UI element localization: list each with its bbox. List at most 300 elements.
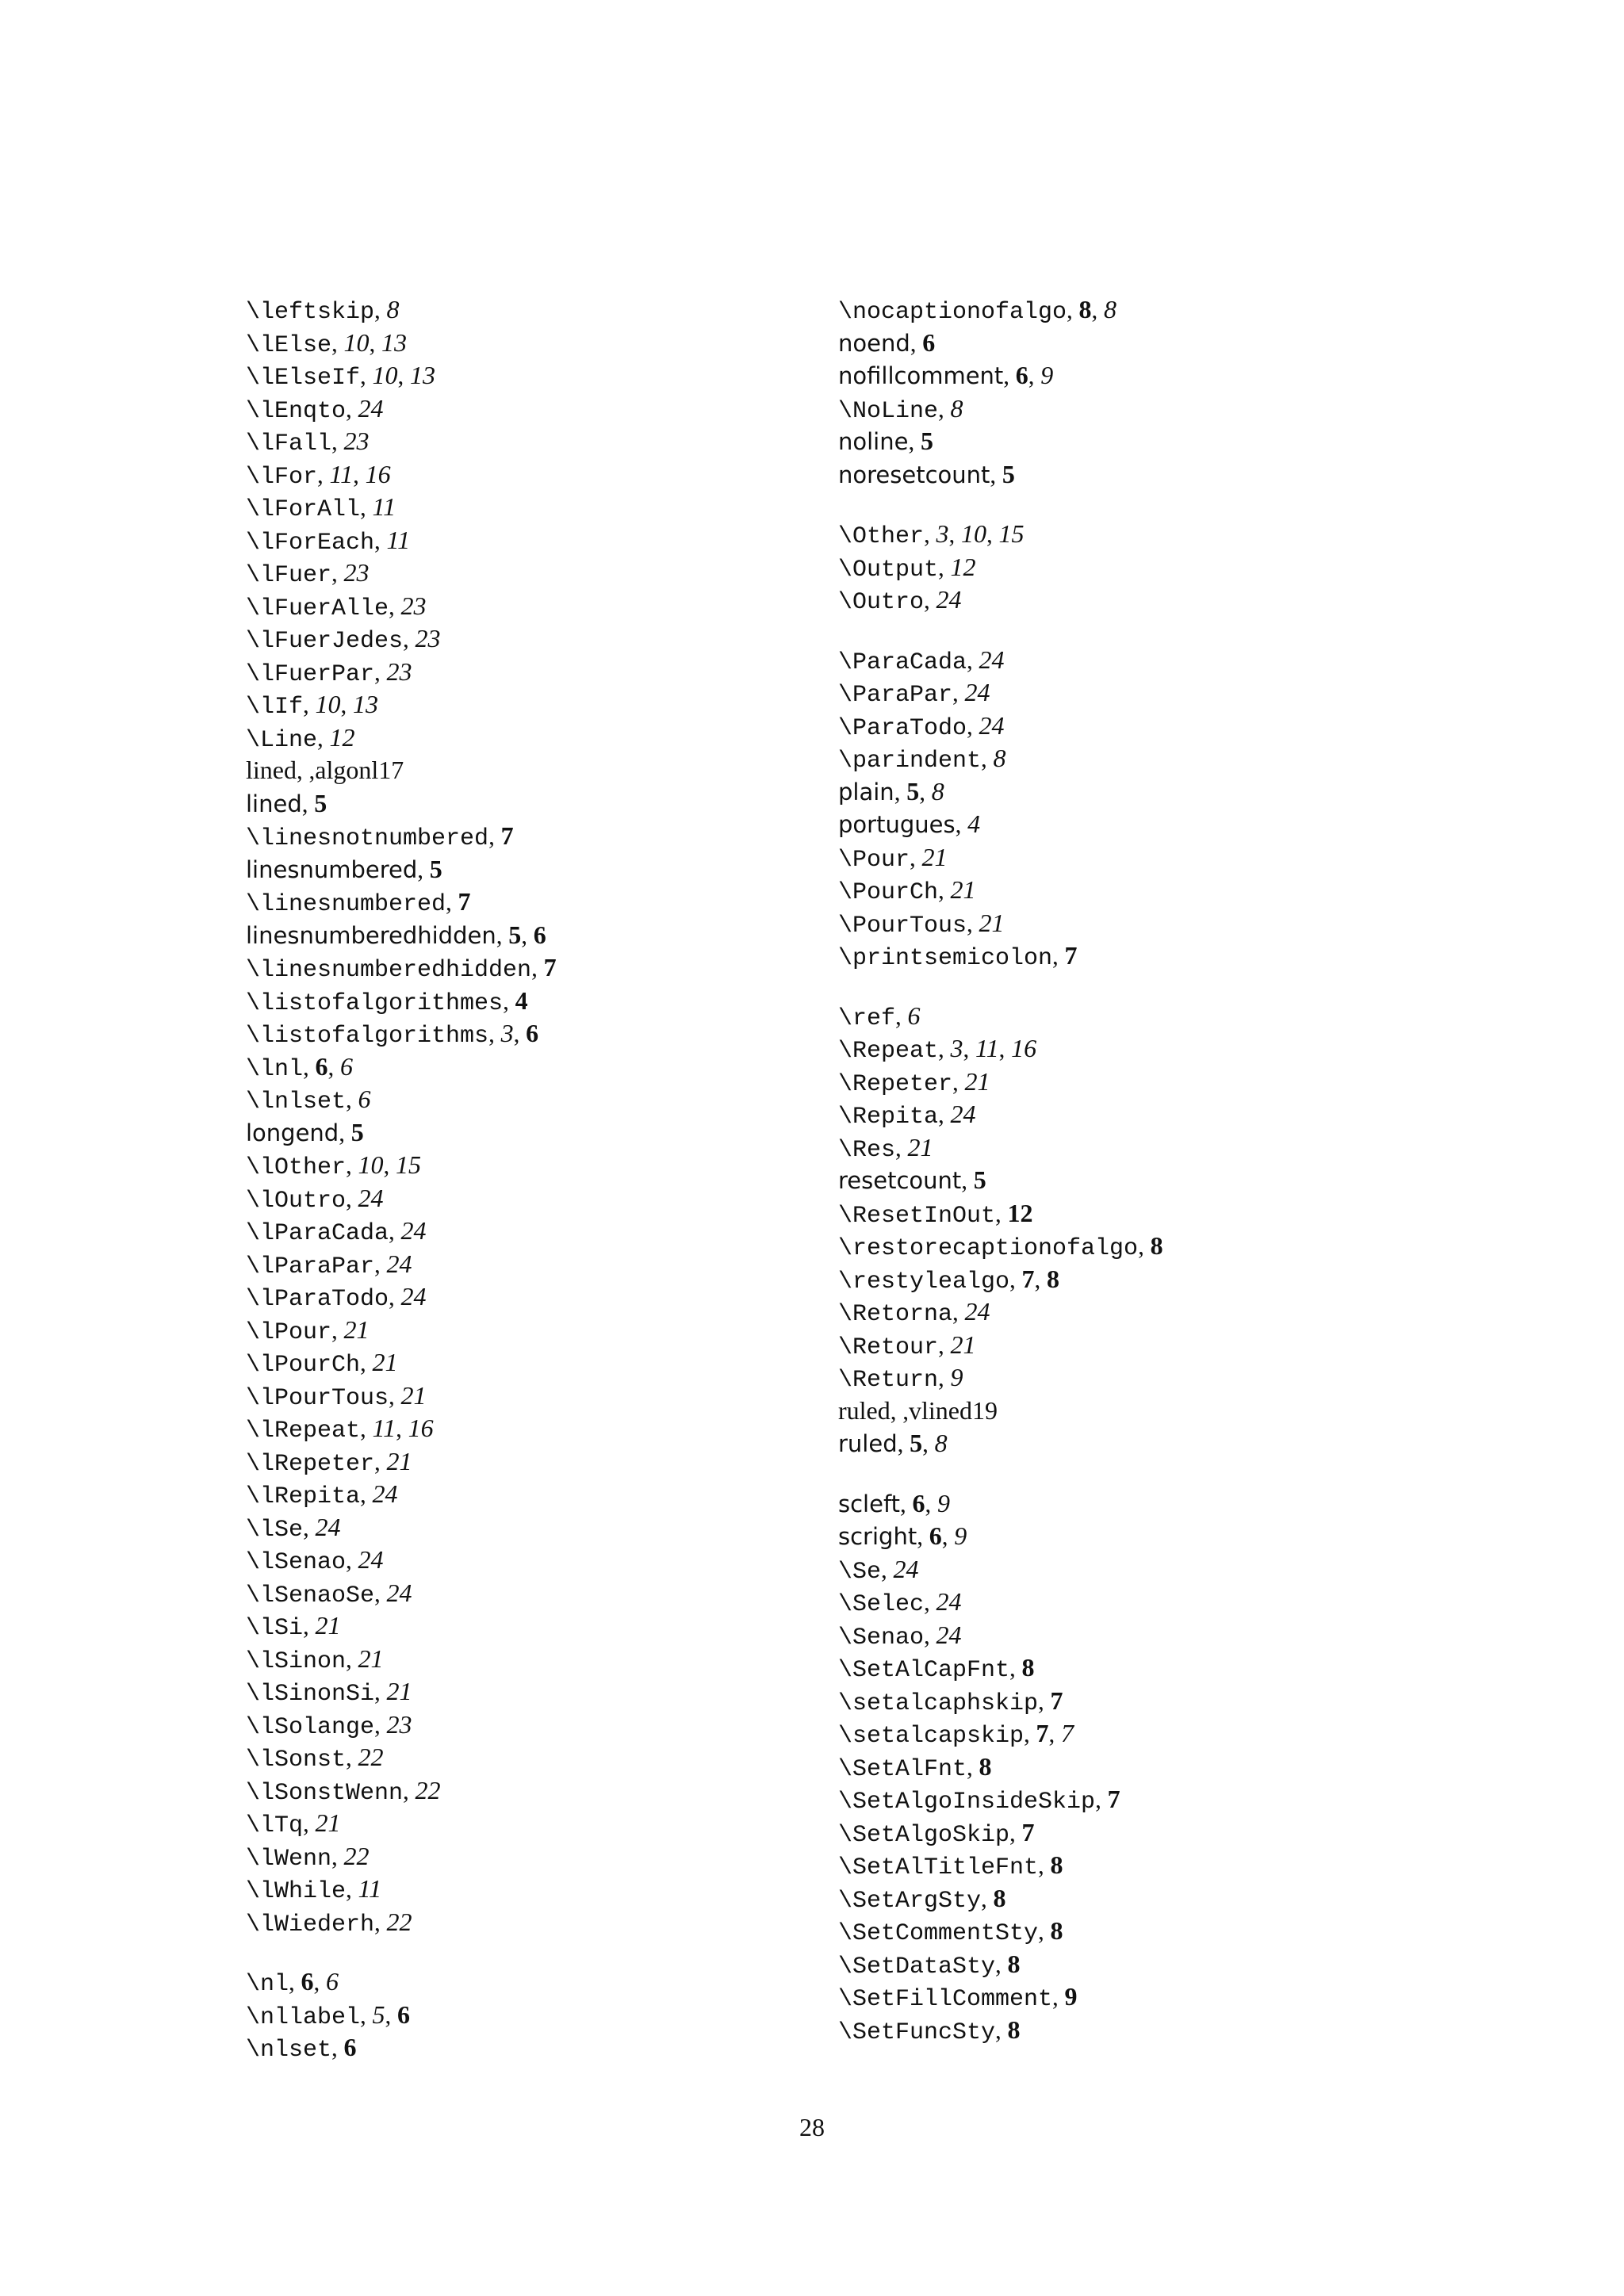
page-ref: 16 bbox=[1011, 1034, 1037, 1062]
page-ref: 8 bbox=[931, 776, 944, 806]
page-ref: 24 bbox=[936, 585, 962, 614]
index-entry: plain, 5, 8 bbox=[838, 776, 944, 806]
index-group-gap bbox=[838, 491, 1441, 518]
index-entry: linesnumbered, 5 bbox=[246, 854, 442, 883]
index-term: lined bbox=[246, 790, 302, 817]
index-term: \Other bbox=[838, 523, 925, 550]
index-term: \lRepeat bbox=[246, 1418, 361, 1445]
index-term: \printsemicolon bbox=[838, 945, 1053, 972]
page-ref: 15 bbox=[998, 519, 1025, 548]
index-entry: \SetAlTitleFnt, 8 bbox=[838, 1850, 1063, 1881]
page-ref: 9 bbox=[937, 1488, 951, 1517]
index-term: \lElse bbox=[246, 331, 332, 359]
page-ref: 5 bbox=[910, 1429, 923, 1457]
index-term: \lParaTodo bbox=[246, 1286, 389, 1313]
index-entry: \lWiederh, 22 bbox=[246, 1907, 412, 1938]
index-column-left bbox=[246, 293, 848, 2064]
index-term: \setalcaphskip bbox=[838, 1689, 1039, 1717]
index-entry: longend, 5 bbox=[246, 1117, 364, 1146]
index-entry: \lTq, 21 bbox=[246, 1808, 341, 1839]
index-entry: \PourTous, 21 bbox=[838, 908, 1005, 939]
index-entry: \lFor, 11, 16 bbox=[246, 459, 391, 491]
index-entry: \SetFuncSty, 8 bbox=[838, 2015, 1021, 2046]
page-ref: 22 bbox=[343, 1841, 370, 1870]
index-entry: \Res, 21 bbox=[838, 1132, 933, 1164]
index-column-right bbox=[838, 293, 1441, 2046]
page-ref: 24 bbox=[386, 1578, 412, 1607]
index-entry: \SetAlgoInsideSkip, 7 bbox=[838, 1785, 1120, 1816]
index-term: \lSinon bbox=[246, 1647, 347, 1675]
page-ref: 8 bbox=[1104, 295, 1117, 323]
index-term: \leftskip bbox=[246, 299, 375, 326]
index-entry: \lSenaoSe, 24 bbox=[246, 1578, 412, 1609]
page-ref: 7 bbox=[458, 887, 471, 916]
page-ref: 8 bbox=[386, 295, 400, 323]
index-entry: \Output, 12 bbox=[838, 552, 976, 584]
index-term: \lForEach bbox=[246, 529, 375, 557]
index-entry: \Return, 9 bbox=[838, 1363, 963, 1394]
index-entry: \lSenao, 24 bbox=[246, 1545, 384, 1576]
index-entry: \ParaCada, 24 bbox=[838, 645, 1005, 676]
index-term: noresetcount bbox=[838, 461, 990, 488]
index-entry: \linesnumberedhidden, 7 bbox=[246, 953, 557, 984]
page-ref: 21 bbox=[964, 1066, 990, 1096]
index-entry: resetcount, 5 bbox=[838, 1165, 986, 1194]
page-ref: 6 bbox=[907, 1001, 921, 1030]
page-ref: algonl17 bbox=[315, 756, 404, 784]
index-entry: \setalcaphskip, 7 bbox=[838, 1686, 1063, 1717]
page-ref: 8 bbox=[934, 1429, 948, 1457]
index-term: \lSolange bbox=[246, 1713, 375, 1741]
index-entry: \nllabel, 5, 6 bbox=[246, 1999, 411, 2031]
index-term: \nl bbox=[246, 1971, 289, 1998]
index-entry: \printsemicolon, 7 bbox=[838, 941, 1078, 972]
index-entry: \nlset, 6 bbox=[246, 2033, 357, 2064]
index-entry: \Repeter, 21 bbox=[838, 1066, 990, 1098]
index-entry: \linesnotnumbered, 7 bbox=[246, 821, 514, 852]
page-ref: 8 bbox=[993, 744, 1006, 772]
page-ref: 5 bbox=[906, 776, 920, 806]
index-entry: noresetcount, 5 bbox=[838, 459, 1015, 488]
index-term: \SetArgSty bbox=[838, 1887, 982, 1915]
index-term: \setalcapskip bbox=[838, 1723, 1025, 1750]
page-ref: 24 bbox=[358, 1545, 384, 1574]
page-ref: 10 bbox=[372, 361, 398, 389]
page-ref: 4 bbox=[515, 985, 528, 1015]
page-ref: 7 bbox=[1061, 1719, 1074, 1747]
index-entry: \restorecaptionofalgo, 8 bbox=[838, 1231, 1163, 1262]
index-term: \nllabel bbox=[246, 2003, 361, 2031]
page-number: 28 bbox=[799, 2113, 825, 2141]
index-term: \nocaptionofalgo bbox=[838, 299, 1067, 326]
page-ref: 6 bbox=[922, 327, 936, 357]
index-term: \PourCh bbox=[838, 879, 939, 906]
page-ref: 21 bbox=[315, 1611, 341, 1640]
page-ref: 21 bbox=[343, 1314, 370, 1344]
page-ref: 21 bbox=[315, 1808, 341, 1837]
index-group-gap bbox=[838, 1460, 1441, 1487]
index-entry: ruled, ,vlined19 bbox=[838, 1395, 998, 1425]
page-ref: 8 bbox=[1007, 2015, 1021, 2044]
index-entry: \Repeat, 3, 11, 16 bbox=[838, 1034, 1037, 1065]
page-ref: 24 bbox=[979, 710, 1005, 740]
index-entry: \Outro, 24 bbox=[838, 585, 962, 616]
page-ref: 22 bbox=[386, 1907, 412, 1936]
index-term: \PourTous bbox=[838, 912, 967, 939]
index-entry: \lIf, 10, 13 bbox=[246, 690, 379, 721]
page-ref: 21 bbox=[950, 1330, 976, 1359]
index-entry: \lSonstWenn, 22 bbox=[246, 1775, 441, 1807]
page-ref: 23 bbox=[343, 427, 370, 455]
index-term: \lPourCh bbox=[246, 1352, 361, 1379]
page-ref: 5 bbox=[508, 920, 522, 949]
index-term: \Return bbox=[838, 1367, 939, 1394]
page-ref: 24 bbox=[386, 1249, 412, 1278]
page-ref: 8 bbox=[979, 1751, 992, 1781]
index-entry: \listofalgorithmes, 4 bbox=[246, 985, 528, 1017]
index-entry: \SetAlFnt, 8 bbox=[838, 1751, 992, 1783]
page-ref: 5 bbox=[1002, 459, 1015, 488]
page-ref: 21 bbox=[979, 908, 1005, 937]
page-ref: 6 bbox=[326, 1967, 339, 1996]
index-term: \Repeter bbox=[838, 1070, 953, 1098]
index-entry: \lPourCh, 21 bbox=[246, 1348, 398, 1379]
index-term: \Line bbox=[246, 726, 318, 754]
page-ref: 21 bbox=[921, 842, 948, 871]
index-term: \lOutro bbox=[246, 1187, 347, 1215]
index-term: \lWhile bbox=[246, 1878, 347, 1905]
index-term: \lParaPar bbox=[246, 1253, 375, 1280]
index-entry: \lFall, 23 bbox=[246, 427, 370, 457]
index-term: plain bbox=[838, 778, 894, 806]
index-term: \ParaTodo bbox=[838, 714, 967, 742]
page-ref: 6 bbox=[912, 1488, 925, 1517]
page-ref: 24 bbox=[964, 678, 990, 706]
page-ref: 10 bbox=[961, 519, 987, 548]
page-ref: vlined19 bbox=[909, 1395, 998, 1425]
index-term: \lWenn bbox=[246, 1845, 332, 1873]
index-term: \SetAlTitleFnt bbox=[838, 1854, 1039, 1881]
page-ref: 6 bbox=[1015, 361, 1028, 389]
page-ref: 7 bbox=[1050, 1686, 1063, 1715]
page-ref: 7 bbox=[1036, 1719, 1049, 1747]
index-entry: scright, 6, 9 bbox=[838, 1521, 967, 1550]
page-ref: 9 bbox=[1064, 1982, 1078, 2011]
page-ref: 12 bbox=[950, 552, 976, 581]
page-ref: 7 bbox=[1107, 1785, 1120, 1813]
page-ref: 22 bbox=[415, 1775, 441, 1804]
index-term: \lForAll bbox=[246, 496, 361, 523]
index-term: \lPour bbox=[246, 1318, 332, 1346]
index-term: \lnlset bbox=[246, 1089, 347, 1115]
index-term: \lSonst bbox=[246, 1747, 347, 1774]
page-ref: 24 bbox=[936, 1587, 962, 1616]
page-ref: 9 bbox=[1040, 361, 1054, 389]
index-entry: \ParaPar, 24 bbox=[838, 678, 990, 709]
page-ref: 5 bbox=[973, 1165, 986, 1194]
index-term: \parindent bbox=[838, 748, 982, 775]
index-entry: scleft, 6, 9 bbox=[838, 1488, 951, 1517]
page-ref: 6 bbox=[929, 1521, 942, 1550]
page-ref: 16 bbox=[408, 1414, 434, 1442]
page-ref: 3 bbox=[936, 519, 949, 548]
page-ref: 24 bbox=[400, 1216, 427, 1245]
index-entry: \PourCh, 21 bbox=[838, 875, 976, 906]
index-term: \lOther bbox=[246, 1154, 347, 1181]
page-ref: 8 bbox=[1007, 1949, 1021, 1978]
page-ref: 4 bbox=[967, 809, 981, 838]
page-ref: 13 bbox=[410, 361, 436, 389]
index-term: noline bbox=[838, 428, 909, 455]
page-ref: 3 bbox=[500, 1019, 514, 1047]
index-entry: \Pour, 21 bbox=[838, 842, 948, 874]
page-ref: 12 bbox=[329, 722, 355, 752]
page-ref: 8 bbox=[1021, 1653, 1035, 1682]
index-entry: lined, 5 bbox=[246, 788, 327, 817]
index-entry: \lnl, 6, 6 bbox=[246, 1051, 354, 1083]
page-ref: 3 bbox=[950, 1034, 963, 1062]
index-entry: \lSi, 21 bbox=[246, 1611, 341, 1642]
page-ref: 15 bbox=[396, 1150, 422, 1179]
index-term: \lSenao bbox=[246, 1549, 347, 1576]
index-entry: \lFuerJedes, 23 bbox=[246, 624, 441, 655]
index-entry: linesnumberedhidden, 5, 6 bbox=[246, 920, 546, 949]
index-term: \lFor bbox=[246, 463, 318, 491]
page-ref: 6 bbox=[315, 1051, 328, 1081]
page-ref: 8 bbox=[993, 1883, 1006, 1912]
page-ref: 24 bbox=[372, 1479, 398, 1508]
index-term: \Se bbox=[838, 1558, 882, 1586]
index-term: \SetDataSty bbox=[838, 1953, 996, 1980]
page-ref: 24 bbox=[964, 1297, 990, 1326]
index-term: \lRepeter bbox=[246, 1450, 375, 1478]
index-term: lined bbox=[246, 756, 297, 784]
index-entry: \SetDataSty, 8 bbox=[838, 1949, 1021, 1980]
index-entry: \lEnqto, 24 bbox=[246, 393, 384, 425]
index-term: \SetAlgoSkip bbox=[838, 1821, 1010, 1849]
index-term: \lFuer bbox=[246, 562, 332, 589]
index-term: \lParaCada bbox=[246, 1220, 389, 1247]
index-term: \SetFuncSty bbox=[838, 2019, 996, 2046]
index-entry: noline, 5 bbox=[838, 427, 933, 455]
page-ref: 24 bbox=[400, 1282, 427, 1311]
index-entry: noend, 6 bbox=[838, 327, 936, 357]
index-entry: \Se, 24 bbox=[838, 1554, 919, 1586]
page-ref: 11 bbox=[975, 1034, 999, 1062]
page-ref: 6 bbox=[301, 1967, 314, 1996]
index-term: \lEnqto bbox=[246, 397, 347, 425]
page-ref: 11 bbox=[329, 459, 354, 488]
page-ref: 21 bbox=[372, 1348, 398, 1376]
index-entry: \lSe, 24 bbox=[246, 1512, 341, 1544]
index-entry: \lForAll, 11 bbox=[246, 492, 396, 523]
page-ref: 22 bbox=[358, 1743, 384, 1771]
index-term: linesnumberedhidden bbox=[246, 921, 496, 949]
index-term: \Repeat bbox=[838, 1038, 939, 1065]
page-ref: 9 bbox=[954, 1521, 967, 1550]
index-entry: \Senao, 24 bbox=[838, 1620, 962, 1651]
index-term: ruled bbox=[838, 1430, 898, 1457]
index-entry: \lParaPar, 24 bbox=[246, 1249, 412, 1280]
index-term: scleft bbox=[838, 1490, 901, 1517]
index-term: \ref bbox=[838, 1004, 896, 1032]
index-entry: \lPour, 21 bbox=[246, 1314, 370, 1346]
index-entry: \lSonst, 22 bbox=[246, 1743, 384, 1774]
index-entry: \lWenn, 22 bbox=[246, 1841, 370, 1873]
index-term: \nlset bbox=[246, 2037, 332, 2064]
page-ref: 21 bbox=[386, 1446, 412, 1475]
page-ref: 7 bbox=[543, 953, 557, 982]
index-entry: \lOutro, 24 bbox=[246, 1183, 384, 1215]
page-ref: 23 bbox=[386, 1709, 412, 1739]
page-ref: 6 bbox=[533, 920, 546, 949]
page-ref: 5 bbox=[350, 1117, 364, 1146]
index-entry: \linesnumbered, 7 bbox=[246, 887, 471, 918]
page-ref: 8 bbox=[1047, 1264, 1060, 1293]
index-term: longend bbox=[246, 1119, 339, 1146]
page-ref: 11 bbox=[372, 1414, 396, 1442]
page-ref: 24 bbox=[358, 1183, 384, 1212]
page-ref: 7 bbox=[1021, 1264, 1035, 1293]
index-entry: \SetFillComment, 9 bbox=[838, 1982, 1078, 2013]
index-term: \listofalgorithmes bbox=[246, 989, 504, 1017]
page-ref: 8 bbox=[1050, 1916, 1063, 1945]
index-entry: \restylealgo, 7, 8 bbox=[838, 1264, 1060, 1295]
index-term: \Output bbox=[838, 556, 939, 584]
page-ref: 24 bbox=[936, 1620, 962, 1649]
index-term: noend bbox=[838, 329, 910, 357]
index-term: \lIf bbox=[246, 694, 304, 721]
index-term: \ResetInOut bbox=[838, 1202, 996, 1230]
index-term: \Res bbox=[838, 1136, 896, 1164]
index-term: \lRepita bbox=[246, 1483, 361, 1510]
index-entry: \SetCommentSty, 8 bbox=[838, 1916, 1063, 1947]
index-term: \Retorna bbox=[838, 1301, 953, 1328]
index-term: portugues bbox=[838, 811, 956, 838]
index-entry: \Line, 12 bbox=[246, 722, 355, 754]
page-ref: 8 bbox=[1078, 295, 1092, 323]
page-ref: 10 bbox=[315, 690, 341, 718]
index-term: \Retour bbox=[838, 1334, 939, 1361]
index-entry: \lFuerAlle, 23 bbox=[246, 591, 427, 622]
page-ref: 24 bbox=[315, 1512, 341, 1541]
index-entry: \Repita, 24 bbox=[838, 1100, 976, 1131]
index-term: \lPourTous bbox=[246, 1384, 389, 1412]
index-term: \lWiederh bbox=[246, 1911, 375, 1938]
index-term: \lSinonSi bbox=[246, 1681, 375, 1708]
index-term: \linesnumbered bbox=[246, 891, 446, 918]
index-term: \SetAlCapFnt bbox=[838, 1657, 1010, 1684]
index-term: \lTq bbox=[246, 1812, 304, 1839]
index-entry: \SetArgSty, 8 bbox=[838, 1883, 1006, 1915]
index-entry: \lElse, 10, 13 bbox=[246, 327, 408, 359]
index-term: \restorecaptionofalgo bbox=[838, 1235, 1139, 1262]
index-entry: \lWhile, 11 bbox=[246, 1874, 382, 1905]
page-ref: 24 bbox=[893, 1554, 919, 1583]
index-term: \linesnotnumbered bbox=[246, 825, 489, 852]
page-ref: 23 bbox=[415, 624, 441, 652]
index-group-gap bbox=[246, 1938, 848, 1965]
index-term: ruled bbox=[838, 1395, 891, 1425]
index-term: \SetFillComment bbox=[838, 1986, 1053, 2013]
index-term: \NoLine bbox=[838, 397, 939, 425]
index-entry: \lElseIf, 10, 13 bbox=[246, 361, 436, 392]
page-ref: 8 bbox=[950, 393, 963, 423]
index-entry: \lPourTous, 21 bbox=[246, 1380, 427, 1412]
index-term: \restylealgo bbox=[838, 1268, 1010, 1295]
index-entry: \lForEach, 11 bbox=[246, 525, 411, 557]
page-ref: 21 bbox=[950, 875, 976, 904]
index-entry: \lSolange, 23 bbox=[246, 1709, 412, 1741]
page-ref: 10 bbox=[343, 327, 370, 357]
page-ref: 23 bbox=[386, 656, 412, 686]
index-term: \SetAlFnt bbox=[838, 1755, 967, 1783]
index-entry: \lParaCada, 24 bbox=[246, 1216, 427, 1247]
index-entry: \Other, 3, 10, 15 bbox=[838, 519, 1025, 550]
index-entry: \lRepeat, 11, 16 bbox=[246, 1414, 434, 1445]
page-ref: 24 bbox=[979, 645, 1005, 674]
page-ref: 8 bbox=[1150, 1231, 1163, 1260]
index-entry: \Selec, 24 bbox=[838, 1587, 962, 1618]
index-entry: \SetAlCapFnt, 8 bbox=[838, 1653, 1035, 1684]
index-term: \Senao bbox=[838, 1624, 925, 1651]
page-ref: 5 bbox=[372, 1999, 385, 2029]
page-ref: 9 bbox=[950, 1363, 963, 1391]
page-ref: 23 bbox=[400, 591, 427, 620]
index-entry: \lSinon, 21 bbox=[246, 1644, 384, 1675]
index-entry: \nocaptionofalgo, 8, 8 bbox=[838, 295, 1117, 326]
index-entry: \lOther, 10, 15 bbox=[246, 1150, 422, 1181]
index-entry: \lnlset, 6 bbox=[246, 1085, 371, 1115]
page-ref: 11 bbox=[358, 1874, 382, 1903]
index-term: \Selec bbox=[838, 1591, 925, 1618]
index-term: \SetAlgoInsideSkip bbox=[838, 1789, 1096, 1816]
index-entry: \lRepeter, 21 bbox=[246, 1446, 412, 1478]
index-term: \lSonstWenn bbox=[246, 1779, 404, 1807]
page-ref: 6 bbox=[343, 2033, 357, 2061]
index-term: \lSe bbox=[246, 1516, 304, 1544]
page-ref: 5 bbox=[920, 427, 933, 455]
index-entry: \lParaTodo, 24 bbox=[246, 1282, 427, 1313]
index-term: \Pour bbox=[838, 846, 910, 874]
index-term: \lElseIf bbox=[246, 365, 361, 392]
index-entry: lined, ,algonl17 bbox=[246, 756, 404, 784]
index-entry: \lFuerPar, 23 bbox=[246, 656, 412, 688]
page-ref: 5 bbox=[314, 788, 327, 817]
page-ref: 7 bbox=[1064, 941, 1078, 970]
index-term: \lFuerPar bbox=[246, 660, 375, 688]
index-entry: \nl, 6, 6 bbox=[246, 1967, 339, 1998]
page-ref: 21 bbox=[907, 1132, 933, 1161]
page-ref: 21 bbox=[358, 1644, 384, 1673]
index-entry: \lSinonSi, 21 bbox=[246, 1677, 412, 1708]
page-ref: 6 bbox=[340, 1051, 354, 1081]
index-term: \lnl bbox=[246, 1055, 304, 1083]
index-entry: \lFuer, 23 bbox=[246, 558, 370, 589]
page-ref: 24 bbox=[950, 1100, 976, 1128]
page-ref: 6 bbox=[397, 1999, 411, 2029]
index-entry: \NoLine, 8 bbox=[838, 393, 963, 425]
index-term: \listofalgorithms bbox=[246, 1023, 489, 1050]
index-term: nofillcomment bbox=[838, 362, 1004, 389]
page-ref: 11 bbox=[372, 492, 396, 521]
index-term: linesnumbered bbox=[246, 855, 418, 883]
index-entry: \ParaTodo, 24 bbox=[838, 710, 1005, 742]
index-term: \lSi bbox=[246, 1615, 304, 1642]
index-term: resetcount bbox=[838, 1167, 962, 1194]
index-term: \lFall bbox=[246, 430, 332, 457]
index-term: \lSenaoSe bbox=[246, 1582, 375, 1609]
